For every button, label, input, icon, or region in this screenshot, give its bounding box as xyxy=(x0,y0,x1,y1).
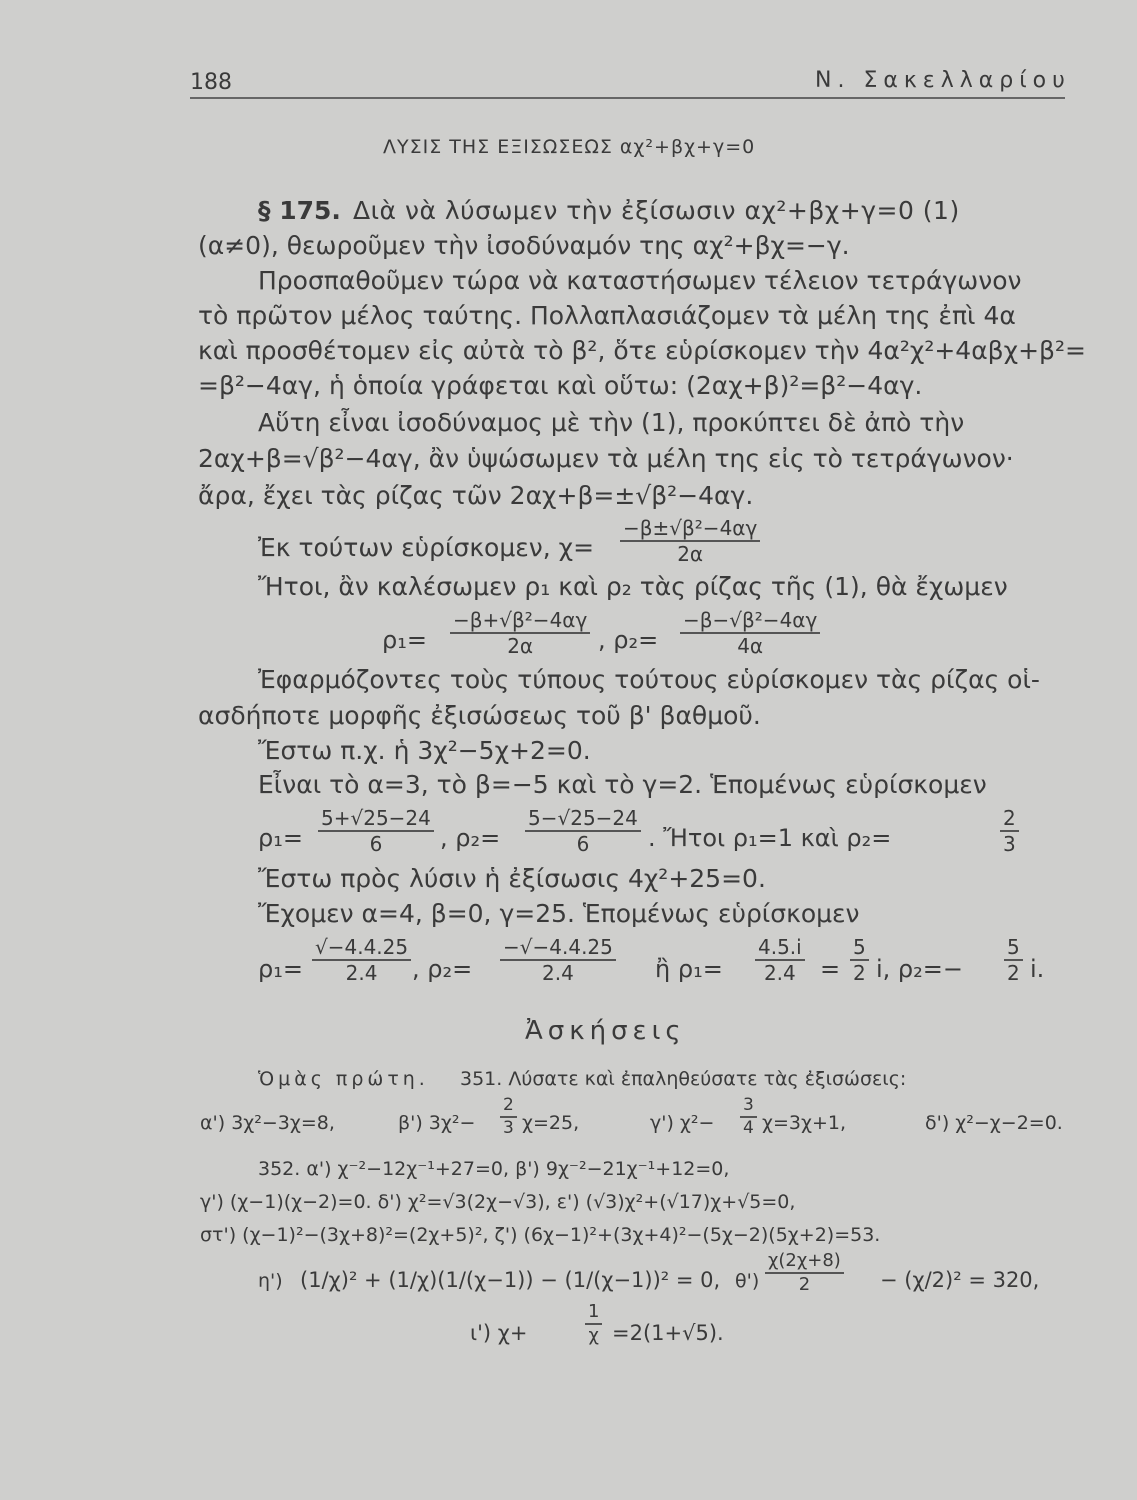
p3-line2: 2αχ+β=√β²−4αγ, ἂν ὑψώσωμεν τὰ μέλη της εἰς τὸ τετράγωνον· xyxy=(198,444,1014,473)
ex1-result: . Ἤτοι ρ₁=1 καὶ ρ₂= xyxy=(648,824,892,852)
exercise-351-d: δ') χ²−χ−2=0. xyxy=(925,1112,1063,1134)
p1-line1: Διὰ νὰ λύσωμεν τὴν ἐξίσωσιν αχ²+βχ+γ=0 (1) xyxy=(353,196,960,225)
ex2-rho1-label: ρ₁= xyxy=(258,955,303,983)
ex1-rho2-denominator: 6 xyxy=(576,832,590,856)
ex2-rho2-label: , ρ₂= xyxy=(412,955,473,983)
exercise-351-intro: 351. Λύσατε καὶ ἐπαληθεύσατε τὰς ἐξισώσεις: xyxy=(460,1068,907,1090)
exercise-351-c-fraction xyxy=(740,1097,757,1137)
ex2-rho2-fraction xyxy=(500,937,616,983)
ex2-i-end: i. xyxy=(1030,955,1045,983)
exercise-351-b-pre: β') 3χ²− xyxy=(398,1112,476,1134)
exercise-352-th-num: χ(2χ+8) xyxy=(768,1250,841,1271)
ex2-i-rho2: i, ρ₂=− xyxy=(876,955,963,983)
ex1-rho2-fraction xyxy=(525,808,641,854)
exercise-352-th-den: 2 xyxy=(798,1274,811,1295)
rho1-fraction xyxy=(450,610,590,656)
x-formula-denominator: 2α xyxy=(677,542,704,566)
rho1-numerator: −β+√β²−4αγ xyxy=(453,608,588,632)
exercise-352-line3: στ') (χ−1)²−(3χ+8)²=(2χ+5)², ζ') (6χ−1)²+(3χ+4)²−(5χ−2)(5χ+2)=53. xyxy=(200,1224,881,1246)
ex1-result-fraction xyxy=(1000,808,1019,854)
exercise-352-i-den: χ xyxy=(588,1325,599,1346)
paragraph-175-label xyxy=(258,198,341,223)
ex1-rho2-label: , ρ₂= xyxy=(440,824,501,852)
exercise-352-th-rest: − (χ/2)² = 320, xyxy=(880,1268,1040,1292)
section-number: § 175. xyxy=(258,196,341,225)
ex1-rho1-denominator: 6 xyxy=(369,832,383,856)
ex1-line2: Εἶναι τὸ α=3, τὸ β=−5 καὶ τὸ γ=2. Ἑπομένως εὑρίσκομεν xyxy=(258,770,987,799)
exercise-351-c-num: 3 xyxy=(743,1095,754,1115)
ex2-rho1-numerator: √−4.4.25 xyxy=(315,935,409,959)
exercise-351-c-pre: γ') χ²− xyxy=(650,1112,715,1134)
p2-line4: =β²−4αγ, ἡ ὁποία γράφεται καὶ οὕτω: (2αχ+β)²=β²−4αγ. xyxy=(198,371,923,400)
exercise-352-h-label: η') xyxy=(258,1270,283,1292)
exercise-352-th-label: θ') xyxy=(735,1270,760,1292)
exercises-heading: Ἀσκήσεις xyxy=(525,1016,686,1046)
page-number: 188 xyxy=(190,70,232,95)
group-label: Ὁμὰς πρώτη. xyxy=(258,1068,429,1090)
exercise-351-c-post: χ=3χ+1, xyxy=(762,1112,847,1134)
exercise-352-i-fraction xyxy=(585,1303,602,1345)
p5-line1: Ἤτοι, ἂν καλέσωμεν ρ₁ καὶ ρ₂ τὰς ρίζας τῆς (1), θὰ ἔχωμεν xyxy=(258,572,1008,601)
ex1-rho1-numerator: 5+√25−24 xyxy=(321,806,431,830)
p6-line1: Ἐφαρμόζοντες τοὺς τύπους τούτους εὑρίσκομεν τὰς ρίζας οἱ- xyxy=(258,665,1040,694)
rho2-label: , ρ₂= xyxy=(598,626,659,654)
exercise-352-h-expression: (1/χ)² + (1/χ)(1/(χ−1)) − (1/(χ−1))² = 0, xyxy=(300,1268,721,1292)
ex2-rho2-numerator: −√−4.4.25 xyxy=(503,935,613,959)
ex2-rho2-denominator: 2.4 xyxy=(542,961,574,985)
exercise-352-th-fraction xyxy=(765,1252,844,1294)
x-formula-numerator: −β±√β²−4αγ xyxy=(623,516,758,540)
p6-line2: ασδήποτε μορφῆς ἐξισώσεως τοῦ β' βαθμοῦ. xyxy=(198,701,761,730)
running-head-author: Ν. Σακελλαρίου xyxy=(815,68,1071,93)
ex2-den5: 2 xyxy=(1007,961,1020,985)
exercise-352-i-num: 1 xyxy=(588,1301,600,1322)
exercise-351-b-post: χ=25, xyxy=(522,1112,580,1134)
ex2-rho1-fraction xyxy=(312,937,411,983)
ex2-equals: = xyxy=(820,955,841,983)
exercise-352-line1: 352. α') χ⁻²−12χ⁻¹+27=0, β') 9χ⁻²−21χ⁻¹+12=0, xyxy=(258,1158,730,1180)
ex2-fraction4 xyxy=(850,937,869,983)
p2-line1: Προσπαθοῦμεν τώρα νὰ καταστήσωμεν τέλειον τετράγωνον xyxy=(258,266,1022,295)
ex1-rho2-numerator: 5−√25−24 xyxy=(528,806,638,830)
rho2-fraction xyxy=(680,610,820,656)
rho1-denominator: 2α xyxy=(507,634,534,658)
ex2-fraction5 xyxy=(1004,937,1023,983)
p3-line3: ἄρα, ἔχει τὰς ρίζας τῶν 2αχ+β=±√β²−4αγ. xyxy=(198,481,754,510)
ex2-den4: 2 xyxy=(853,961,866,985)
exercise-352-i-post: =2(1+√5). xyxy=(612,1321,724,1345)
exercise-351-a: α') 3χ²−3χ=8, xyxy=(200,1112,335,1134)
ex1-result-denominator: 3 xyxy=(1003,832,1016,856)
p4-text: Ἐκ τούτων εὑρίσκομεν, χ= xyxy=(258,533,595,562)
exercise-351-b-den: 3 xyxy=(503,1118,514,1138)
ex2-num5: 5 xyxy=(1007,935,1020,959)
ex1-rho1-fraction xyxy=(318,808,434,854)
p1-line2: (α≠0), θεωροῦμεν τὴν ἰσοδύναμόν της αχ²+βχ=−γ. xyxy=(198,231,850,260)
ex2-num4: 5 xyxy=(853,935,866,959)
header-rule xyxy=(190,97,1065,99)
ex1-rho1-label: ρ₁= xyxy=(258,824,303,852)
rho1-label: ρ₁= xyxy=(382,626,427,654)
exercise-351-c-den: 4 xyxy=(743,1118,754,1138)
ex2-or-rho1: ἢ ρ₁= xyxy=(655,955,723,983)
section-title: ΛΥΣΙΣ ΤΗΣ ΕΞΙΣΩΣΕΩΣ αχ²+βχ+γ=0 xyxy=(383,136,756,158)
exercise-352-line2: γ') (χ−1)(χ−2)=0. δ') χ²=√3(2χ−√3), ε') (√3)χ²+(√17)χ+√5=0, xyxy=(200,1191,796,1213)
ex2-rho1-denominator: 2.4 xyxy=(345,961,378,985)
p2-line3: καὶ προσθέτομεν εἰς αὐτὰ τὸ β², ὅτε εὑρίσκομεν τὴν 4α²χ²+4αβχ+β²= xyxy=(198,336,1086,365)
ex2-fraction3 xyxy=(755,937,805,983)
ex2-line2: Ἔχομεν α=4, β=0, γ=25. Ἑπομένως εὑρίσκομεν xyxy=(258,899,860,928)
ex2-line1: Ἔστω πρὸς λύσιν ἡ ἐξίσωσις 4χ²+25=0. xyxy=(258,864,766,893)
rho2-numerator: −β−√β²−4αγ xyxy=(683,608,818,632)
ex1-result-numerator: 2 xyxy=(1003,806,1016,830)
exercise-351-b-fraction xyxy=(500,1097,517,1137)
ex2-num3: 4.5.i xyxy=(758,935,802,959)
x-formula-fraction xyxy=(620,518,760,564)
rho2-denominator: 4α xyxy=(737,634,764,658)
ex1-line1: Ἔστω π.χ. ἡ 3χ²−5χ+2=0. xyxy=(258,736,591,765)
p3-line1: Αὕτη εἶναι ἰσοδύναμος μὲ τὴν (1), προκύπτει δὲ ἀπὸ τὴν xyxy=(258,408,965,437)
exercise-352-i-pre: ι') χ+ xyxy=(470,1321,528,1345)
exercise-351-b-num: 2 xyxy=(503,1095,514,1115)
ex2-den3: 2.4 xyxy=(763,961,796,985)
p2-line2: τὸ πρῶτον μέλος ταύτης. Πολλαπλασιάζομεν τὰ μέλη της ἐπὶ 4α xyxy=(198,301,1016,330)
